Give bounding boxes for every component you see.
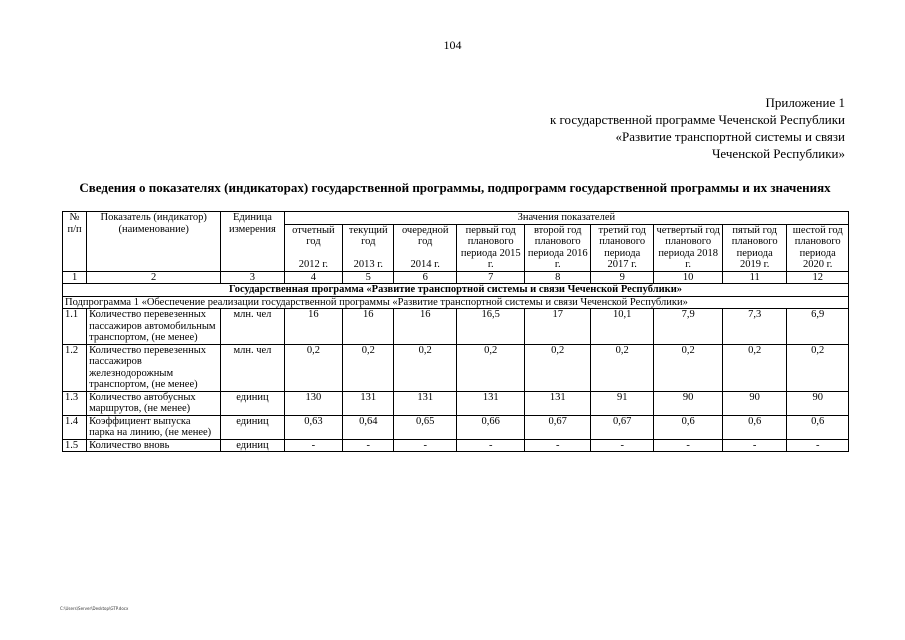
- indicator-value: -: [590, 439, 653, 452]
- indicator-unit: единиц: [221, 439, 284, 452]
- indicator-value: 7,9: [654, 309, 723, 345]
- indicator-value: 0,64: [343, 415, 394, 439]
- indicator-value: 0,6: [722, 415, 786, 439]
- indicator-name: Количество перевезенных пассажиров железнодорожным транспортом, (не менее): [87, 344, 221, 391]
- column-number: 11: [722, 271, 786, 284]
- indicator-value: 16,5: [456, 309, 525, 345]
- indicator-value: -: [525, 439, 590, 452]
- appendix-line-4: Чеченской Республики»: [711, 146, 845, 161]
- indicator-value: 10,1: [590, 309, 653, 345]
- indicator-value: 0,2: [654, 344, 723, 391]
- indicator-value: 0,63: [284, 415, 342, 439]
- indicator-unit: единиц: [221, 415, 284, 439]
- indicator-value: 90: [654, 391, 723, 415]
- indicator-value: 0,6: [654, 415, 723, 439]
- indicator-name: Количество автобусных маршрутов, (не менее): [87, 391, 221, 415]
- indicator-code: 1.3: [63, 391, 87, 415]
- column-header-values: Значения показателей: [284, 212, 848, 225]
- indicator-value: 131: [343, 391, 394, 415]
- indicator-value: 6,9: [787, 309, 849, 345]
- indicators-table: [62, 211, 849, 452]
- column-number: 12: [787, 271, 849, 284]
- appendix-line-2: к государственной программе Чеченской Республики: [549, 112, 845, 127]
- indicator-value: 7,3: [722, 309, 786, 345]
- indicator-value: 0,2: [456, 344, 525, 391]
- indicator-value: 0,2: [525, 344, 590, 391]
- program-row: [63, 284, 849, 297]
- period-header: шестой год планового периода 2020 г.: [787, 224, 849, 271]
- appendix-line-1: Приложение 1: [765, 95, 845, 110]
- program-title: Государственная программа «Развитие транспортной системы и связи Чеченской Республики»: [63, 284, 849, 297]
- indicator-value: 16: [284, 309, 342, 345]
- document-title: Сведения о показателях (индикаторах) государственной программы, подпрограмм государственной программы и их значениях: [79, 180, 831, 195]
- indicator-value: 0,2: [722, 344, 786, 391]
- indicator-name: Количество вновь: [87, 439, 221, 452]
- period-header: третий год планового периода 2017 г.: [590, 224, 653, 271]
- indicator-value: 0,2: [284, 344, 342, 391]
- column-number: 8: [525, 271, 590, 284]
- indicator-unit: млн. чел: [221, 344, 284, 391]
- indicator-value: 131: [394, 391, 456, 415]
- indicator-value: 0,67: [525, 415, 590, 439]
- header-row-1: [63, 212, 849, 225]
- period-header: текущий год 2013 г.: [343, 224, 394, 271]
- indicator-value: 0,67: [590, 415, 653, 439]
- indicator-value: 16: [343, 309, 394, 345]
- indicator-value: 0,6: [787, 415, 849, 439]
- period-header: первый год планового периода 2015 г.: [456, 224, 525, 271]
- period-header: пятый год планового периода 2019 г.: [722, 224, 786, 271]
- column-number: 1: [63, 271, 87, 284]
- indicator-value: 131: [525, 391, 590, 415]
- footer-file-path: C:\Users\Server\Desktop\GTP.docx: [60, 606, 129, 611]
- period-header: отчетный год 2012 г.: [284, 224, 342, 271]
- indicator-value: 0,65: [394, 415, 456, 439]
- column-number: 10: [654, 271, 723, 284]
- indicator-value: 131: [456, 391, 525, 415]
- indicator-code: 1.1: [63, 309, 87, 345]
- indicator-value: 0,66: [456, 415, 525, 439]
- indicator-name: Количество перевезенных пассажиров автомобильным транспортом, (не менее): [87, 309, 221, 345]
- period-header: четвертый год планового периода 2018 г.: [654, 224, 723, 271]
- appendix-heading: [550, 94, 845, 162]
- indicator-value: 0,2: [787, 344, 849, 391]
- indicator-value: -: [787, 439, 849, 452]
- column-numbers-row: [63, 271, 849, 284]
- column-number: 9: [590, 271, 653, 284]
- column-number: 5: [343, 271, 394, 284]
- column-number: 2: [87, 271, 221, 284]
- indicator-row: [63, 344, 849, 391]
- indicator-value: 16: [394, 309, 456, 345]
- column-number: 6: [394, 271, 456, 284]
- column-number: 4: [284, 271, 342, 284]
- indicator-value: -: [722, 439, 786, 452]
- column-number: 7: [456, 271, 525, 284]
- column-header-number: № п/п: [63, 212, 87, 272]
- indicator-row: [63, 415, 849, 439]
- indicator-code: 1.2: [63, 344, 87, 391]
- indicator-unit: млн. чел: [221, 309, 284, 345]
- indicator-value: 0,2: [343, 344, 394, 391]
- page-number: 104: [443, 38, 462, 52]
- period-header: второй год планового периода 2016 г.: [525, 224, 590, 271]
- indicator-value: -: [456, 439, 525, 452]
- indicator-code: 1.5: [63, 439, 87, 452]
- indicator-value: 0,2: [394, 344, 456, 391]
- indicator-value: 91: [590, 391, 653, 415]
- subprogram-title: Подпрограмма 1 «Обеспечение реализации государственной программы «Развитие транспортной системы и связи Чеченской Республики»: [63, 296, 849, 309]
- indicator-row: [63, 391, 849, 415]
- indicator-value: -: [343, 439, 394, 452]
- column-header-indicator: Показатель (индикатор) (наименование): [87, 212, 221, 272]
- subprogram-row: [63, 296, 849, 309]
- period-header: очередной год 2014 г.: [394, 224, 456, 271]
- indicator-value: -: [394, 439, 456, 452]
- indicator-value: 17: [525, 309, 590, 345]
- indicator-value: 90: [722, 391, 786, 415]
- indicator-value: 90: [787, 391, 849, 415]
- indicator-value: -: [654, 439, 723, 452]
- indicator-row: [63, 309, 849, 345]
- indicator-unit: единиц: [221, 391, 284, 415]
- column-number: 3: [221, 271, 284, 284]
- indicator-value: 130: [284, 391, 342, 415]
- indicator-row: [63, 439, 849, 452]
- indicator-value: -: [284, 439, 342, 452]
- indicator-name: Коэффициент выпуска парка на линию, (не менее): [87, 415, 221, 439]
- column-header-unit: Единица измерения: [221, 212, 284, 272]
- indicator-code: 1.4: [63, 415, 87, 439]
- indicator-value: 0,2: [590, 344, 653, 391]
- appendix-line-3: «Развитие транспортной системы и связи: [615, 129, 845, 144]
